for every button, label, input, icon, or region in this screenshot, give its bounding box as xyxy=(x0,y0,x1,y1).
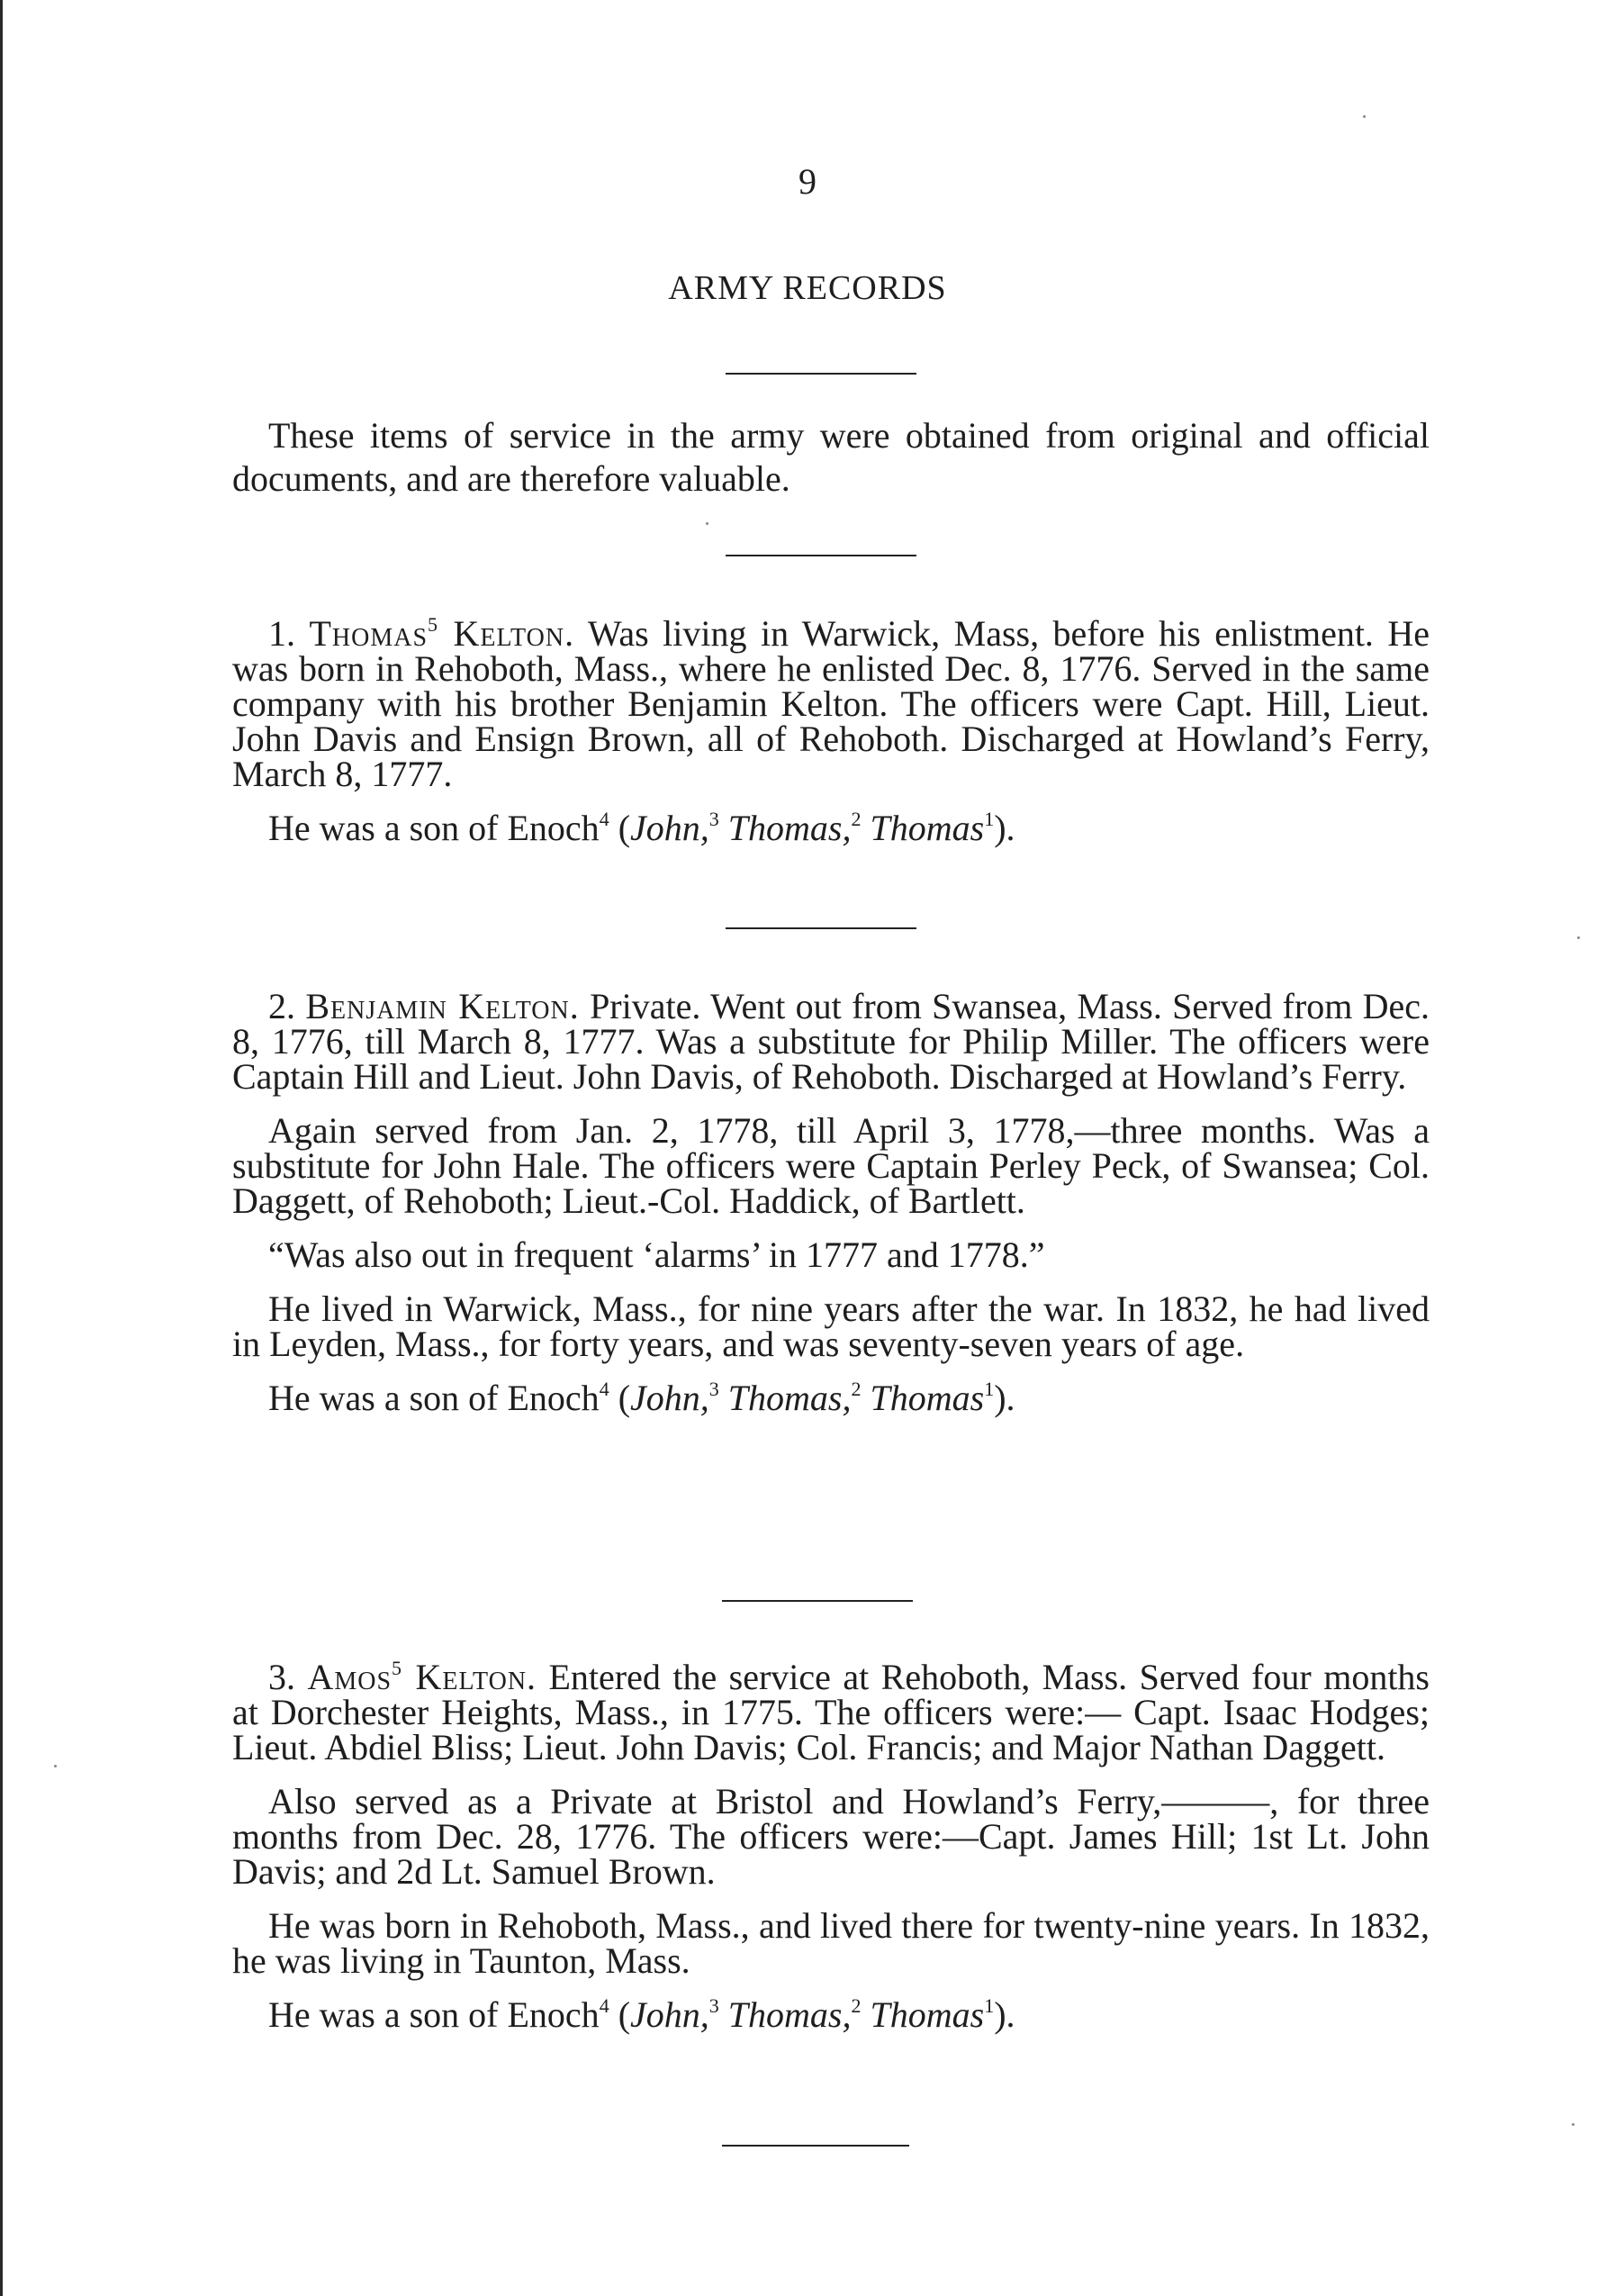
page-left-edge xyxy=(0,0,3,2296)
record-paragraph: Also served as a Private at Bristol and Howland’s Ferry,———, for three months from Dec. 28, 1776. The officers were:—Capt. James Hill; 1st Lt. John Davis; and 2d Lt. Samuel Brown. xyxy=(232,1781,1430,1892)
record-name: Benjamin Kelton. xyxy=(305,986,580,1026)
record-first-paragraph xyxy=(232,613,1430,794)
page-number: 9 xyxy=(798,161,817,202)
record-thomas-kelton xyxy=(232,613,1430,848)
record-first-paragraph xyxy=(232,986,1430,1097)
divider-rule xyxy=(726,373,916,375)
record-service-text: Private. Went out from Swansea, Mass. Served from Dec. 8, 1776, till March 8, 1777. Was a substitute for Philip Miller. The officers were Captain Hill and Lieut. John Davis, of Rehoboth. Discharged at Howland’s Ferry. xyxy=(232,986,1430,1097)
page-title: ARMY RECORDS xyxy=(668,269,947,307)
record-number: 3. xyxy=(268,1657,295,1697)
divider-rule xyxy=(726,555,916,556)
scan-speck xyxy=(1577,936,1580,939)
intro-paragraph xyxy=(232,414,1430,501)
record-number: 1. xyxy=(268,613,295,654)
record-benjamin-kelton xyxy=(232,986,1430,1418)
scan-speck xyxy=(1572,2123,1574,2126)
record-name: Thomas$^5$ Kelton. xyxy=(309,613,575,654)
record-service-text: Entered the service at Rehoboth, Mass. Served four months at Dorchester Heights, Mass., in 1775. The officers were:— Capt. Isaac Hodges; Lieut. Abdiel Bliss; Lieut. John Davis; Col. Francis; and Major Nathan Daggett. xyxy=(232,1657,1430,1767)
record-paragraph: “Was also out in frequent ‘alarms’ in 1777 and 1778.” xyxy=(268,1234,1045,1275)
record-paragraph: He was born in Rehoboth, Mass., and lived there for twenty-nine years. In 1832, he was living in Taunton, Mass. xyxy=(232,1905,1430,1981)
scan-speck xyxy=(54,1765,57,1767)
record-amos-kelton xyxy=(232,1657,1430,2035)
record-number: 2. xyxy=(268,986,295,1026)
record-first-paragraph xyxy=(232,1659,1430,1765)
record-paragraph: He lived in Warwick, Mass., for nine years after the war. In 1832, he had lived in Leyden, Mass., for forty years, and was seventy-seven years of age. xyxy=(232,1288,1430,1364)
record-lineage: He was a son of Enoch$^4$ (John,$^3$ Thomas,$^2$ Thomas$^1$). xyxy=(268,808,1015,848)
divider-rule xyxy=(722,2145,909,2147)
record-lineage: He was a son of Enoch$^4$ (John,$^3$ Thomas,$^2$ Thomas$^1$). xyxy=(268,1994,1015,2035)
record-paragraph: Again served from Jan. 2, 1778, till April 3, 1778,—three months. Was a substitute for John Hale. The officers were Captain Perley Peck, of Swansea; Col. Daggett, of Rehoboth; Lieut.-Col. Haddick, of Bartlett. xyxy=(232,1110,1430,1221)
scan-speck xyxy=(1363,115,1366,118)
scan-speck xyxy=(706,522,708,525)
record-service-text: Was living in Warwick, Mass, before his enlistment. He was born in Rehoboth, Mass., where he enlisted Dec. 8, 1776. Served in the same company with his brother Benjamin Kelton. The officers were Capt. Hill, Lieut. John Davis and Ensign Brown, all of Rehoboth. Discharged at Howland’s Ferry, March 8, 1777. xyxy=(232,613,1430,794)
record-name: Amos$^5$ Kelton. xyxy=(307,1657,537,1697)
intro-text: These items of service in the army were obtained from original and official documents, and are therefore valuable. xyxy=(232,415,1430,499)
divider-rule xyxy=(726,927,916,929)
divider-rule xyxy=(722,1600,913,1602)
record-lineage: He was a son of Enoch$^4$ (John,$^3$ Thomas,$^2$ Thomas$^1$). xyxy=(268,1378,1015,1418)
